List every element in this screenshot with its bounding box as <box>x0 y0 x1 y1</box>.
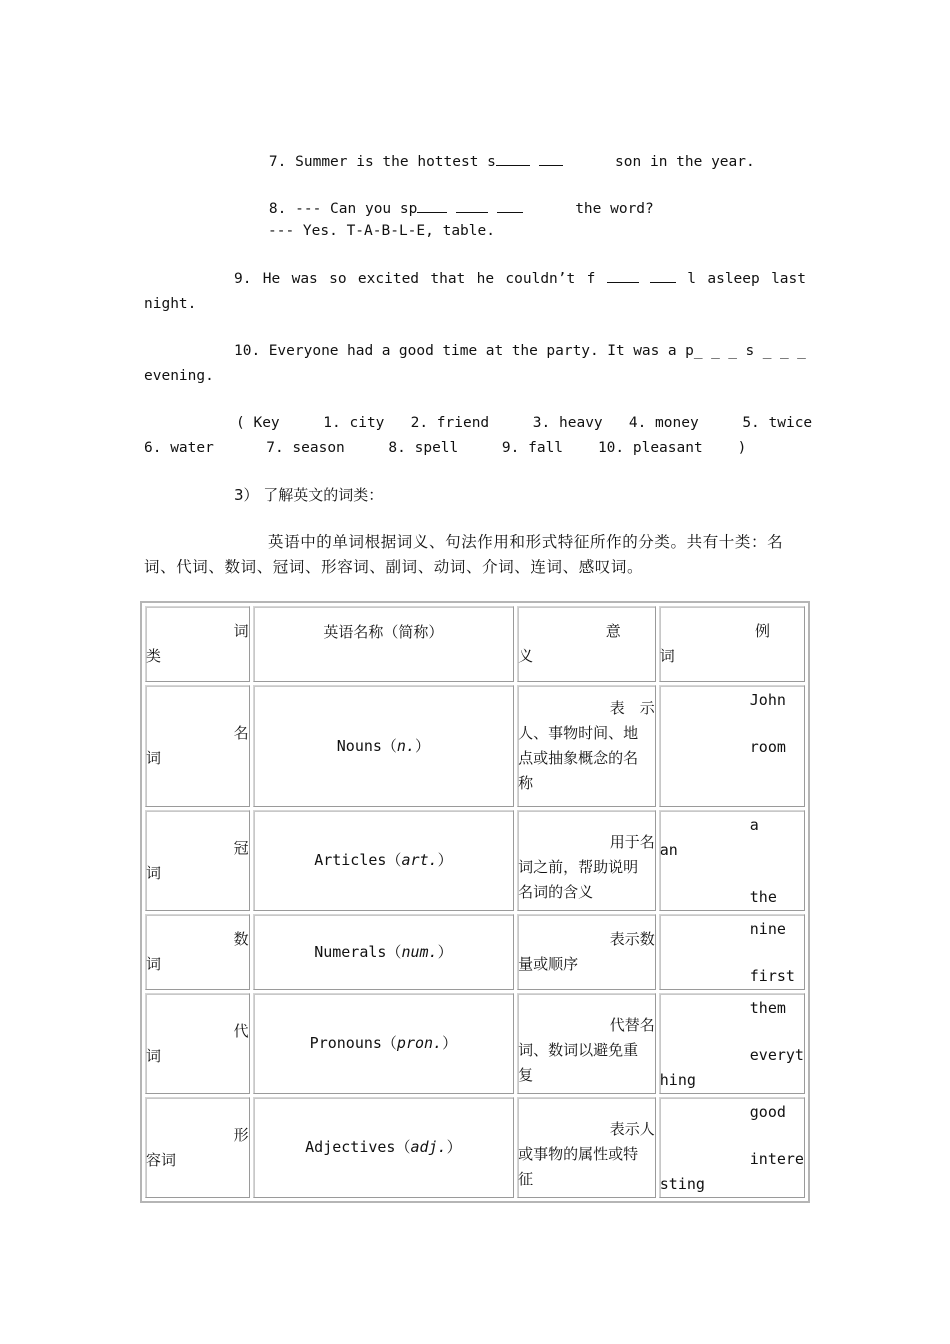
exercise-10-continuation: evening. <box>144 368 214 384</box>
english-name-cell <box>253 685 514 807</box>
cell-text: 数 <box>233 930 249 948</box>
intro-line-1: 英语中的单词根据词义、句法作用和形式特征所作的分类。共有十类：名 <box>268 533 784 551</box>
meaning-cell <box>517 914 656 990</box>
word: _ <box>728 343 738 359</box>
cell-text: 词 <box>146 863 162 882</box>
exercise-text: son in the year. <box>615 154 755 170</box>
cell-text: 表示人 <box>609 1120 655 1138</box>
example-word: intere <box>749 1150 804 1168</box>
example-word: sting <box>659 1175 705 1193</box>
word: a <box>667 343 677 359</box>
cell-text: 或事物的属性或特 <box>518 1145 639 1163</box>
exercise-number: 7. <box>268 154 287 170</box>
cell-text: Articles（ <box>314 851 402 869</box>
cell-text: ） <box>437 942 453 961</box>
cell-text: ） <box>442 1034 458 1052</box>
word: at <box>485 343 504 359</box>
fill-blank[interactable] <box>456 197 488 213</box>
word: excited <box>357 271 420 287</box>
cell-text: 征 <box>518 1170 534 1188</box>
english-name-cell <box>253 810 514 911</box>
english-name-cell <box>253 993 514 1094</box>
cell-text: 词之前，帮助说明 <box>518 858 639 876</box>
header-text: 例 <box>754 622 770 640</box>
word: s <box>745 343 755 359</box>
header-text: 义 <box>518 647 534 665</box>
example-word: good <box>749 1103 786 1121</box>
header-text: 词 <box>233 622 249 640</box>
word: couldn’t <box>505 271 576 287</box>
intro-line-2: 词、代词、数词、冠词、形容词、副词、动词、介词、连词、感叹词。 <box>144 558 644 576</box>
table-header-row <box>145 606 805 682</box>
word: _ <box>797 343 806 359</box>
word-class-cell <box>145 685 250 807</box>
cell-text: ） <box>437 851 453 869</box>
word: a <box>381 343 391 359</box>
cell-text: 名词的含义 <box>518 883 594 901</box>
fill-blank[interactable] <box>497 197 523 213</box>
word-class-table <box>140 601 810 1203</box>
meaning-cell <box>517 1097 656 1198</box>
abbreviation: n. <box>396 736 415 755</box>
spacer <box>660 713 804 735</box>
word: good <box>398 343 434 359</box>
cell-text: 点或抽象概念的名 <box>518 749 639 767</box>
exercise-10 <box>234 339 806 364</box>
abbreviation: num. <box>401 942 438 961</box>
spacer <box>660 863 804 885</box>
cell-text: 名 <box>233 724 249 742</box>
fill-blank[interactable] <box>417 197 447 213</box>
fill-blank[interactable] <box>607 267 639 283</box>
english-name-cell <box>253 914 514 990</box>
exercise-text: the word? <box>575 201 654 217</box>
example-word: nine <box>749 920 786 938</box>
cell-text: 表示数 <box>609 930 655 948</box>
exercise-9 <box>234 267 806 292</box>
cell-text: 表 示 <box>609 699 655 717</box>
section-heading: 3） 了解英文的词类： <box>234 486 384 504</box>
word: so <box>329 271 347 287</box>
answer-key-line-1: ( Key 1. city 2. friend 3. heavy 4. money 5. twice <box>236 415 813 431</box>
cell-text: 量或顺序 <box>518 955 579 973</box>
table-row <box>145 1097 805 1198</box>
table-row <box>145 685 805 807</box>
answer-key-line-2: 6. water 7. season 8. spell 9. fall 10. pleasant ) <box>144 440 747 456</box>
abbreviation: pron. <box>396 1034 443 1052</box>
exercise-number: 8. <box>268 201 287 217</box>
exercise-8-answer: --- Yes. T-A-B-L-E, table. <box>268 223 495 239</box>
meaning-cell <box>517 810 656 911</box>
word-class-cell <box>145 1097 250 1198</box>
example-word: a <box>749 816 759 834</box>
cell-text: Adjectives（ <box>305 1138 411 1156</box>
word: _ <box>762 343 772 359</box>
meaning-cell <box>517 993 656 1094</box>
word: time <box>442 343 478 359</box>
word: was <box>633 343 660 359</box>
example-word: room <box>749 738 786 756</box>
cell-text: 容词 <box>146 1150 177 1169</box>
cell-text: 词、数词以避免重 <box>518 1041 639 1059</box>
table-row <box>145 810 805 911</box>
cell-text: 代替名 <box>609 1016 655 1034</box>
exercise-text: Summer is the hottest s <box>295 154 496 170</box>
header-text: 类 <box>146 647 162 665</box>
cell-text: 冠 <box>233 838 249 857</box>
cell-text: 用于名 <box>609 833 655 851</box>
cell-text: ） <box>414 736 430 755</box>
examples-cell <box>659 914 805 990</box>
example-word: everyt <box>749 1046 804 1064</box>
word: the <box>511 343 538 359</box>
word: It <box>607 343 625 359</box>
fill-blank[interactable] <box>650 267 676 283</box>
examples-cell <box>659 685 805 807</box>
word: l <box>687 271 697 287</box>
cell-text: 复 <box>518 1066 534 1084</box>
exercise-number: 9. <box>234 271 252 287</box>
fill-blank[interactable] <box>539 150 563 166</box>
word: _ <box>779 343 789 359</box>
example-word: John <box>749 691 786 709</box>
table-row <box>145 993 805 1094</box>
cell-text: 形 <box>233 1125 249 1144</box>
exercise-number: 10. <box>234 343 261 359</box>
examples-cell <box>659 993 805 1094</box>
header-meaning <box>517 606 656 682</box>
examples-cell <box>659 1097 805 1198</box>
word: _ <box>711 343 720 359</box>
cell-text: 词 <box>146 1046 162 1065</box>
word: last <box>771 271 806 287</box>
cell-text: 词 <box>146 749 162 767</box>
example-word: an <box>659 841 678 859</box>
cell-text: ） <box>446 1138 462 1156</box>
spacer <box>660 942 804 964</box>
examples-cell <box>659 810 805 911</box>
word: had <box>347 343 374 359</box>
word: He <box>262 271 281 287</box>
exercise-9-continuation: night. <box>144 296 197 312</box>
word: party. <box>546 343 599 359</box>
word-class-cell <box>145 993 250 1094</box>
word: f <box>586 271 596 287</box>
header-text: 词 <box>659 647 675 665</box>
word: he <box>476 271 495 287</box>
header-text: 意 <box>605 622 621 640</box>
header-english-name: 英语名称（简称） <box>253 606 514 682</box>
word: Everyone <box>268 343 339 359</box>
example-word: first <box>749 967 795 985</box>
word-class-cell <box>145 810 250 911</box>
example-word: hing <box>659 1071 696 1089</box>
word: was <box>291 271 318 287</box>
example-word: them <box>749 999 786 1017</box>
header-word-class <box>145 606 250 682</box>
abbreviation: adj. <box>410 1138 447 1156</box>
cell-text: 代 <box>233 1021 249 1040</box>
cell-text: 人、事物时间、地 <box>518 724 639 742</box>
cell-text: Nouns（ <box>336 736 397 755</box>
table-row <box>145 914 805 990</box>
spacer <box>660 1021 804 1043</box>
word: asleep <box>707 271 760 287</box>
word: that <box>430 271 466 287</box>
spacer <box>660 1125 804 1147</box>
english-name-cell <box>253 1097 514 1198</box>
word-class-cell <box>145 914 250 990</box>
cell-text: Numerals（ <box>314 942 402 961</box>
word: p_ <box>685 343 703 359</box>
abbreviation: art. <box>401 851 438 869</box>
header-examples <box>659 606 805 682</box>
cell-text: 称 <box>518 774 534 792</box>
meaning-cell <box>517 685 656 807</box>
cell-text: 词 <box>146 955 162 973</box>
example-word: the <box>749 888 777 906</box>
fill-blank[interactable] <box>496 150 530 166</box>
cell-text: Pronouns（ <box>309 1034 397 1052</box>
exercise-text: --- Can you sp <box>295 201 418 217</box>
